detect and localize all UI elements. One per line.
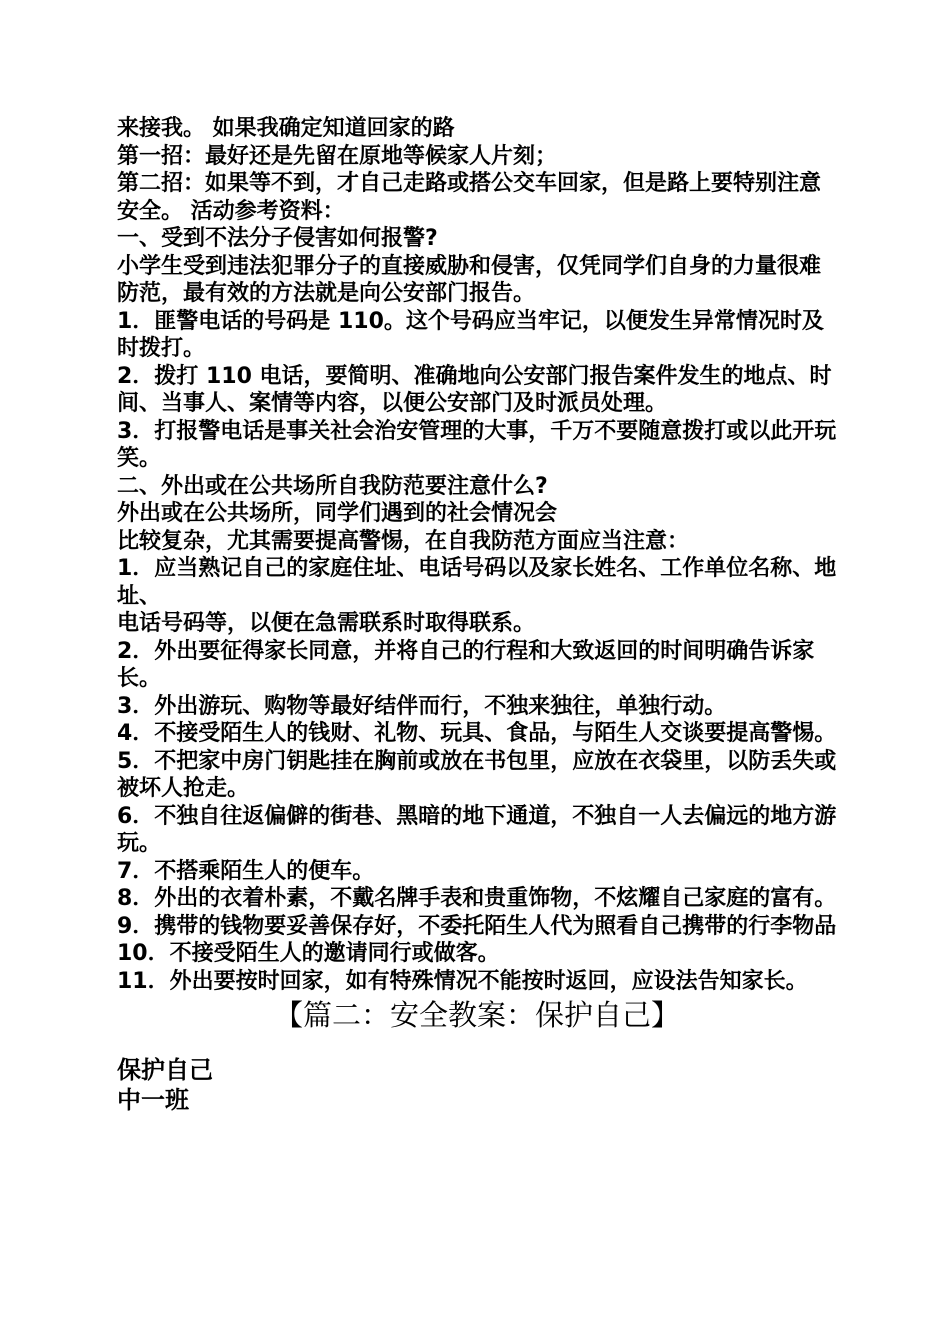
document-page bbox=[117, 115, 837, 1115]
paragraph: 6．不独自往返偏僻的街巷、黑暗的地下通道，不独自一人去偏远的地方游玩。 bbox=[117, 803, 837, 856]
section-title: 【篇二：安全教案：保护自己】 bbox=[273, 998, 680, 1032]
paragraph: 一、受到不法分子侵害如何报警? bbox=[117, 226, 438, 251]
paragraph: 小学生受到违法犯罪分子的直接威胁和侵害，仅凭同学们自身的力量很难防范，最有效的方法就是向公安部门报告。 bbox=[117, 253, 822, 306]
paragraph: 2．拨打 110 电话，要简明、准确地向公安部门报告案件发生的地点、时间、当事人、案情等内容，以便公安部门及时派员处理。 bbox=[117, 363, 832, 416]
paragraph: 1．应当熟记自己的家庭住址、电话号码以及家长姓名、工作单位名称、地址、 bbox=[117, 556, 837, 609]
paragraph: 外出或在公共场所，同学们遇到的社会情况会 bbox=[117, 501, 558, 526]
paragraph: 4．不接受陌生人的钱财、礼物、玩具、食品，与陌生人交谈要提高警惕。 bbox=[117, 721, 837, 746]
paragraph: 2．外出要征得家长同意，并将自己的行程和大致返回的时间明确告诉家长。 bbox=[117, 638, 815, 691]
paragraph: 第一招：最好还是先留在原地等候家人片刻； bbox=[117, 143, 558, 169]
paragraph: 电话号码等，以便在急需联系时取得联系。 bbox=[117, 611, 536, 636]
paragraph: 11．外出要按时回家，如有特殊情况不能按时返回，应设法告知家长。 bbox=[117, 968, 808, 994]
paragraph: 二、外出或在公共场所自我防范要注意什么? bbox=[117, 473, 548, 499]
paragraph: 3．外出游玩、购物等最好结伴而行，不独来独往，单独行动。 bbox=[117, 693, 727, 719]
class-name: 中一班 bbox=[117, 1086, 189, 1114]
paragraph: 来接我。 如果我确定知道回家的路 bbox=[117, 116, 455, 141]
paragraph: 7．不搭乘陌生人的便车。 bbox=[117, 858, 375, 884]
paragraph: 第二招：如果等不到，才自己走路或搭公交车回家，但是路上要特别注意安全。 活动参考资料： bbox=[117, 171, 822, 224]
paragraph: 1．匪警电话的号码是 110。这个号码应当牢记，以便发生异常情况时及时拨打。 bbox=[117, 308, 824, 361]
paragraph: 9．携带的钱物要妥善保存好，不委托陌生人代为照看自己携带的行李物品 bbox=[117, 913, 837, 939]
body-text bbox=[117, 115, 837, 995]
paragraph: 比较复杂，尤其需要提高警惕，在自我防范方面应当注意： bbox=[117, 528, 690, 554]
paragraph: 8．外出的衣着朴素，不戴名牌手表和贵重饰物，不炫耀自己家庭的富有。 bbox=[117, 886, 837, 911]
lesson-title: 保护自己 bbox=[117, 1056, 213, 1084]
paragraph: 5．不把家中房门钥匙挂在胸前或放在书包里，应放在衣袋里，以防丢失或被坏人抢走。 bbox=[117, 748, 837, 801]
paragraph: 3．打报警电话是事关社会治安管理的大事，千万不要随意拨打或以此开玩笑。 bbox=[117, 418, 837, 471]
paragraph: 10．不接受陌生人的邀请同行或做客。 bbox=[117, 941, 500, 966]
